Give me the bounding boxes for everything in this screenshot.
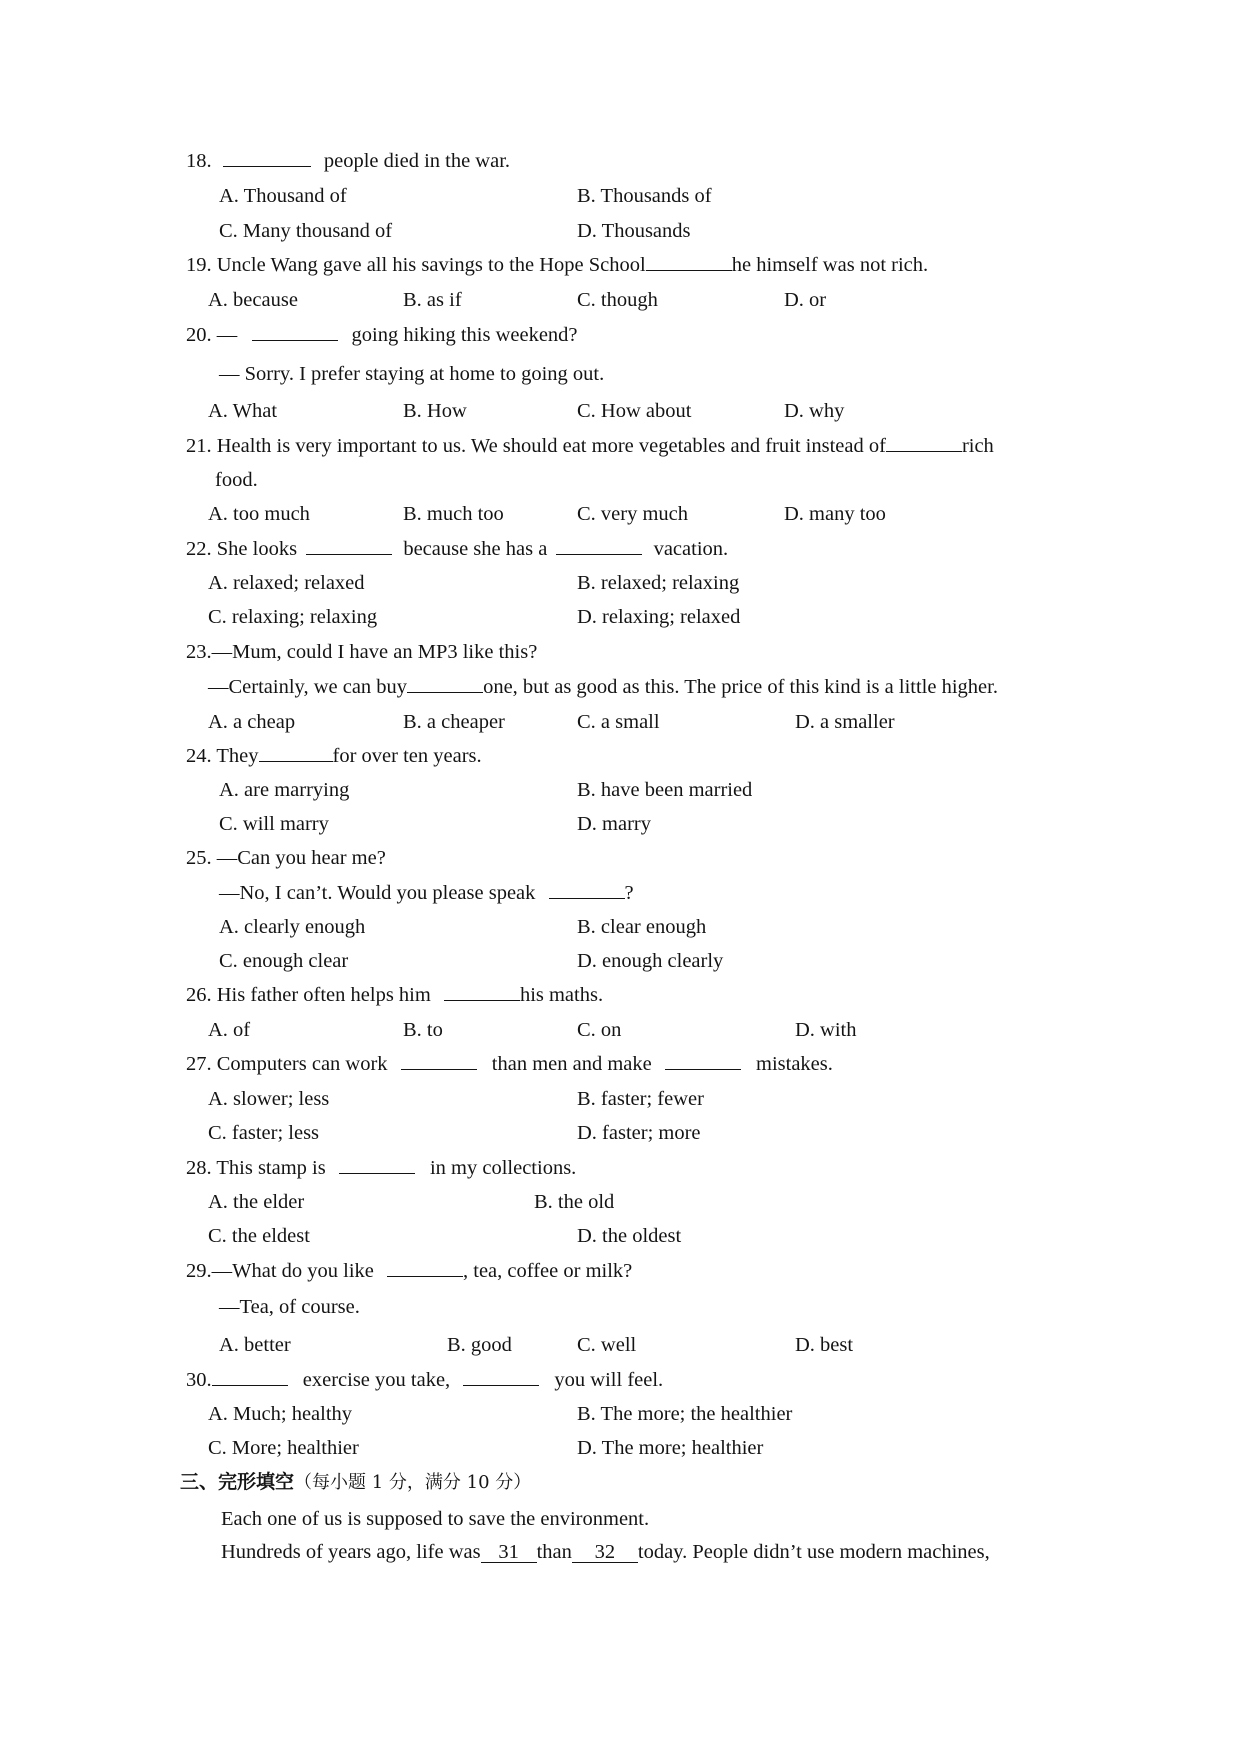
q27-option-d: D. faster; more bbox=[577, 1122, 701, 1144]
q21-option-b: B. much too bbox=[403, 503, 504, 525]
q30-stem bbox=[186, 1367, 663, 1393]
q19-stem-end: he himself was not rich. bbox=[731, 254, 929, 276]
q25-option-b: B. clear enough bbox=[577, 916, 707, 938]
q25-reply-end: ? bbox=[624, 882, 634, 904]
q21-option-d: D. many too bbox=[784, 503, 886, 525]
q18-stem bbox=[186, 148, 510, 174]
q29-option-a: A. better bbox=[219, 1334, 291, 1356]
q27-stem-start: 27. Computers can work bbox=[186, 1053, 388, 1075]
q29-reply: —Tea, of course. bbox=[219, 1296, 360, 1318]
q27-stem-end: mistakes. bbox=[756, 1053, 833, 1075]
q18-option-c: C. Many thousand of bbox=[219, 220, 393, 242]
q23-reply bbox=[208, 674, 998, 700]
q26-option-c: C. on bbox=[577, 1019, 622, 1041]
q20-reply: — Sorry. I prefer staying at home to going out. bbox=[219, 363, 605, 385]
answer-blank bbox=[407, 675, 483, 693]
q24-option-a: A. are marrying bbox=[219, 779, 350, 801]
q18-option-d: D. Thousands bbox=[577, 220, 691, 242]
q22-option-b: B. relaxed; relaxing bbox=[577, 572, 740, 594]
q21-option-c: C. very much bbox=[577, 503, 689, 525]
q22-option-d: D. relaxing; relaxed bbox=[577, 606, 741, 628]
passage-text: today. People didn’t use modern machines, bbox=[637, 1541, 990, 1563]
q24-stem-start: 24. They bbox=[186, 745, 259, 767]
q24-stem bbox=[186, 743, 482, 769]
answer-blank bbox=[549, 881, 625, 899]
q23-reply-start: —Certainly, we can buy bbox=[208, 676, 408, 698]
q28-option-a: A. the elder bbox=[208, 1191, 305, 1213]
q25-stem: 25. —Can you hear me? bbox=[186, 847, 386, 869]
q18-number: 18. bbox=[186, 150, 212, 172]
q19-option-a: A. because bbox=[208, 289, 298, 311]
answer-blank bbox=[387, 1259, 463, 1277]
section-3-title: 三、完形填空 bbox=[180, 1471, 295, 1493]
passage-paragraph-2 bbox=[221, 1539, 990, 1565]
q23-option-d: D. a smaller bbox=[795, 711, 895, 733]
q21-stem-start: 21. Health is very important to us. We should eat more vegetables and fruit instead of bbox=[186, 435, 886, 457]
q28-stem-start: 28. This stamp is bbox=[186, 1157, 326, 1179]
q28-option-d: D. the oldest bbox=[577, 1225, 682, 1247]
q27-option-c: C. faster; less bbox=[208, 1122, 320, 1144]
blank-32: 32 bbox=[572, 1542, 638, 1563]
q25-option-d: D. enough clearly bbox=[577, 950, 724, 972]
q22-option-a: A. relaxed; relaxed bbox=[208, 572, 365, 594]
q26-option-d: D. with bbox=[795, 1019, 857, 1041]
q26-option-a: A. of bbox=[208, 1019, 251, 1041]
q20-option-b: B. How bbox=[403, 400, 467, 422]
q22-stem-start: 22. She looks bbox=[186, 538, 298, 560]
q29-stem-end: , tea, coffee or milk? bbox=[463, 1260, 633, 1282]
q28-stem-end: in my collections. bbox=[429, 1157, 577, 1179]
q22-option-c: C. relaxing; relaxing bbox=[208, 606, 378, 628]
answer-blank bbox=[306, 537, 392, 555]
q24-option-c: C. will marry bbox=[219, 813, 329, 835]
q24-stem-end: for over ten years. bbox=[332, 745, 482, 767]
q27-stem-mid: than men and make bbox=[491, 1053, 652, 1075]
q22-stem bbox=[186, 536, 728, 562]
answer-blank bbox=[252, 323, 338, 341]
passage-paragraph-1: Each one of us is supposed to save the environment. bbox=[221, 1508, 650, 1530]
q18-option-a: A. Thousand of bbox=[219, 185, 347, 207]
q24-option-b: B. have been married bbox=[577, 779, 753, 801]
q19-option-d: D. or bbox=[784, 289, 827, 311]
q30-option-c: C. More; healthier bbox=[208, 1437, 359, 1459]
q21-stem bbox=[186, 433, 994, 459]
q30-option-a: A. Much; healthy bbox=[208, 1403, 353, 1425]
answer-blank bbox=[886, 434, 962, 452]
answer-blank bbox=[259, 744, 333, 762]
q20-option-c: C. How about bbox=[577, 400, 692, 422]
answer-blank bbox=[401, 1052, 477, 1070]
q21-option-a: A. too much bbox=[208, 503, 310, 525]
q26-stem-start: 26. His father often helps him bbox=[186, 984, 431, 1006]
q25-reply-start: —No, I can’t. Would you please speak bbox=[219, 882, 536, 904]
q20-stem bbox=[186, 322, 578, 348]
q28-option-c: C. the eldest bbox=[208, 1225, 310, 1247]
q23-option-b: B. a cheaper bbox=[403, 711, 505, 733]
q26-option-b: B. to bbox=[403, 1019, 443, 1041]
q26-stem bbox=[186, 982, 603, 1008]
q21-stem-end: rich bbox=[961, 435, 994, 457]
q25-option-a: A. clearly enough bbox=[219, 916, 366, 938]
answer-blank bbox=[444, 983, 520, 1001]
q23-option-c: C. a small bbox=[577, 711, 660, 733]
q24-option-d: D. marry bbox=[577, 813, 652, 835]
section-3-note: （每小题 1 分，满分 10 分） bbox=[294, 1472, 532, 1493]
q18-option-b: B. Thousands of bbox=[577, 185, 712, 207]
q19-option-c: C. though bbox=[577, 289, 658, 311]
q25-reply bbox=[219, 880, 634, 906]
answer-blank bbox=[212, 1368, 288, 1386]
q23-option-a: A. a cheap bbox=[208, 711, 296, 733]
q27-option-a: A. slower; less bbox=[208, 1088, 330, 1110]
q18-stem-text: people died in the war. bbox=[323, 150, 511, 172]
answer-blank bbox=[665, 1052, 741, 1070]
answer-blank bbox=[646, 253, 732, 271]
q22-stem-end: vacation. bbox=[653, 538, 729, 560]
q30-stem-mid: exercise you take, bbox=[302, 1369, 451, 1391]
answer-blank bbox=[339, 1156, 415, 1174]
q30-number: 30. bbox=[186, 1369, 212, 1391]
q30-option-d: D. The more; healthier bbox=[577, 1437, 764, 1459]
q25-option-c: C. enough clear bbox=[219, 950, 349, 972]
q19-option-b: B. as if bbox=[403, 289, 462, 311]
answer-blank bbox=[463, 1368, 539, 1386]
answer-blank bbox=[556, 537, 642, 555]
q20-option-d: D. why bbox=[784, 400, 845, 422]
q29-stem-start: 29.—What do you like bbox=[186, 1260, 374, 1282]
q19-stem-start: 19. Uncle Wang gave all his savings to the Hope School bbox=[186, 254, 646, 276]
q28-stem bbox=[186, 1155, 576, 1181]
blank-31: 31 bbox=[481, 1542, 537, 1563]
q29-stem bbox=[186, 1258, 632, 1284]
passage-text: Hundreds of years ago, life was bbox=[221, 1541, 481, 1563]
passage-text: than bbox=[536, 1541, 572, 1563]
q29-option-b: B. good bbox=[447, 1334, 512, 1356]
q23-reply-end: one, but as good as this. The price of this kind is a little higher. bbox=[483, 676, 998, 698]
q19-stem bbox=[186, 252, 928, 278]
q27-option-b: B. faster; fewer bbox=[577, 1088, 704, 1110]
section-3-heading bbox=[180, 1469, 531, 1496]
q28-option-b: B. the old bbox=[534, 1191, 615, 1213]
q30-option-b: B. The more; the healthier bbox=[577, 1403, 793, 1425]
q23-stem: 23.—Mum, could I have an MP3 like this? bbox=[186, 641, 538, 663]
q26-stem-end: his maths. bbox=[519, 984, 604, 1006]
q20-stem-start: 20. — bbox=[186, 324, 238, 346]
q22-stem-mid: because she has a bbox=[403, 538, 548, 560]
q21-stem-continued: food. bbox=[215, 469, 258, 491]
answer-blank bbox=[223, 149, 311, 167]
q29-option-c: C. well bbox=[577, 1334, 637, 1356]
q30-stem-end: you will feel. bbox=[554, 1369, 664, 1391]
q27-stem bbox=[186, 1051, 833, 1077]
q29-option-d: D. best bbox=[795, 1334, 854, 1356]
q20-stem-end: going hiking this weekend? bbox=[351, 324, 578, 346]
q20-option-a: A. What bbox=[208, 400, 278, 422]
